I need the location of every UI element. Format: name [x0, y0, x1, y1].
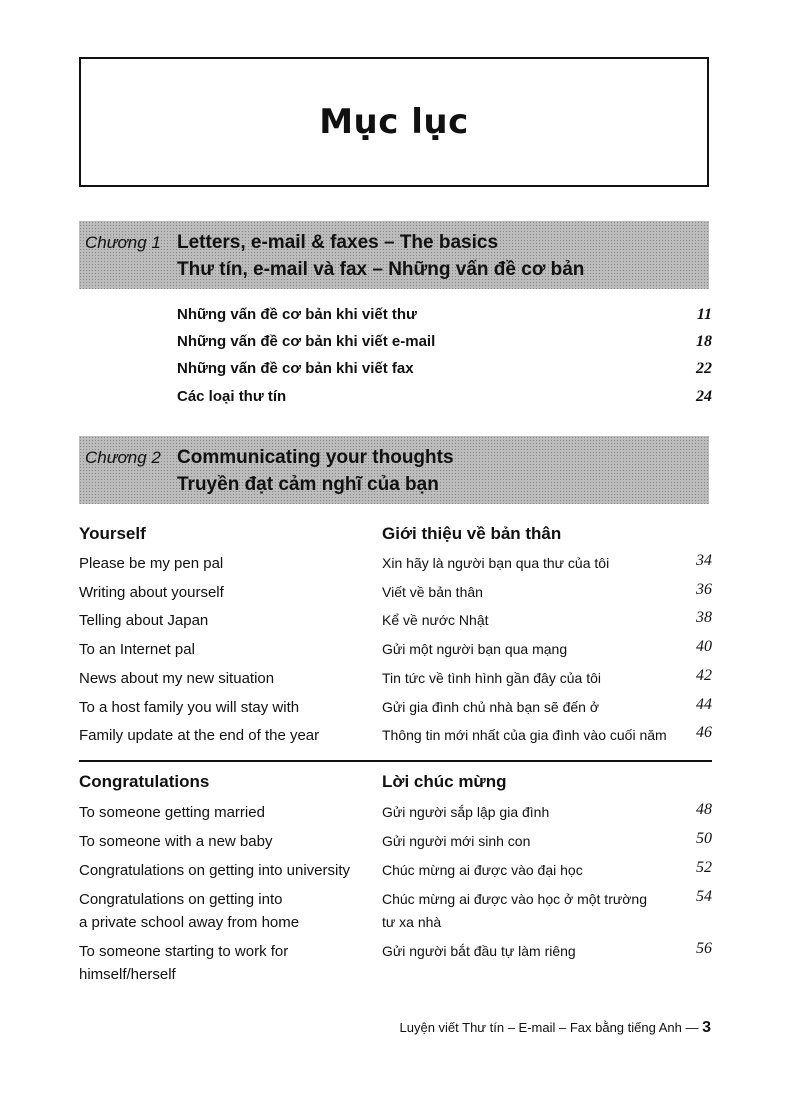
- row-title-en: To someone getting married: [79, 804, 265, 821]
- page-number: 50: [696, 830, 712, 847]
- page-number: 24: [696, 388, 712, 405]
- row-title-en: Family update at the end of the year: [79, 727, 320, 744]
- chapter-2-title-en: Communicating your thoughts: [177, 447, 454, 468]
- page-number: 18: [696, 333, 712, 350]
- chapter-2-label: Chương 2: [85, 448, 161, 467]
- chapter-1-label: Chương 1: [85, 233, 161, 252]
- row-title-en: Congratulations on getting into university: [79, 862, 350, 879]
- page-number: 52: [696, 859, 712, 876]
- toc-entry-text: Các loại thư tín: [177, 388, 287, 405]
- toc-entry[interactable]: [177, 333, 712, 355]
- page-number: 40: [696, 638, 712, 655]
- row-title-en: To someone with a new baby: [79, 833, 273, 850]
- page-number: 22: [696, 360, 712, 377]
- row-title-en: News about my new situation: [79, 670, 275, 687]
- section-divider: [79, 760, 712, 762]
- row-title-en: To an Internet pal: [79, 641, 195, 658]
- row-title-vn: Viết về bản thân: [382, 584, 483, 600]
- chapter-1-header: [79, 221, 709, 289]
- row-title-vn: Chúc mừng ai được vào đại học: [382, 862, 583, 878]
- section-heading-en: Congratulations: [79, 772, 210, 791]
- page-number: 42: [696, 667, 712, 684]
- page-number: 11: [696, 306, 712, 323]
- row-title-vn: Gửi người bắt đầu tự làm riêng: [382, 943, 576, 959]
- page-number: 36: [696, 581, 712, 598]
- row-title-vn: Kể về nước Nhật: [382, 612, 489, 628]
- toc-entry[interactable]: [177, 306, 712, 328]
- chapter-1-title-vn: Thư tín, e-mail và fax – Những vấn đề cơ bản: [177, 259, 585, 280]
- toc-entry-text: Những vấn đề cơ bản khi viết fax: [177, 360, 414, 377]
- section-heading-vn: Lời chúc mừng: [382, 772, 507, 791]
- row-title-en: To someone starting to work for himself/herself: [79, 943, 289, 983]
- row-title-vn: Gửi gia đình chủ nhà bạn sẽ đến ở: [382, 699, 600, 715]
- chapter-2-title-vn: Truyền đạt cảm nghĩ của bạn: [177, 474, 439, 495]
- row-title-en: To a host family you will stay with: [79, 699, 300, 716]
- row-title-vn: Tin tức về tình hình gần đây của tôi: [382, 670, 601, 686]
- toc-entry-text: Những vấn đề cơ bản khi viết thư: [177, 306, 417, 323]
- page-number: 44: [696, 696, 712, 713]
- row-title-vn: Gửi một người bạn qua mạng: [382, 641, 568, 657]
- title-box: [79, 57, 709, 187]
- section-heading-vn: Giới thiệu về bản thân: [382, 524, 562, 543]
- page-number: 34: [696, 552, 712, 569]
- footer-text: Luyện viết Thư tín – E-mail – Fax bằng tiếng Anh —: [399, 1020, 699, 1035]
- row-title-vn: Gửi người mới sinh con: [382, 833, 531, 849]
- page-footer: [400, 1019, 712, 1037]
- footer-page-number: 3: [702, 1019, 711, 1036]
- chapter-2-header: [79, 436, 709, 504]
- row-title-en: Congratulations on getting into a private school away from home: [79, 891, 300, 931]
- page-title: Mục lục: [319, 102, 469, 142]
- page-number: 48: [696, 801, 712, 818]
- section-heading-en: Yourself: [79, 524, 146, 543]
- row-title-vn: Chúc mừng ai được vào học ở một trường tư xa nhà: [382, 891, 647, 930]
- toc-entry-text: Những vấn đề cơ bản khi viết e-mail: [177, 333, 436, 350]
- toc-entry[interactable]: [177, 360, 712, 382]
- row-title-en: Please be my pen pal: [79, 555, 224, 572]
- row-title-en: Telling about Japan: [79, 612, 209, 629]
- row-title-vn: Xin hãy là người bạn qua thư của tôi: [382, 555, 610, 571]
- toc-entry[interactable]: [177, 388, 712, 410]
- chapter-1-title-en: Letters, e-mail & faxes – The basics: [177, 232, 499, 253]
- page-number: 38: [696, 609, 712, 626]
- row-title-en: Writing about yourself: [79, 584, 224, 601]
- page-number: 56: [696, 940, 712, 957]
- row-title-vn: Thông tin mới nhất của gia đình vào cuối năm: [382, 727, 667, 743]
- page-number: 54: [696, 888, 712, 905]
- page-number: 46: [696, 724, 712, 741]
- row-title-vn: Gửi người sắp lập gia đình: [382, 804, 550, 820]
